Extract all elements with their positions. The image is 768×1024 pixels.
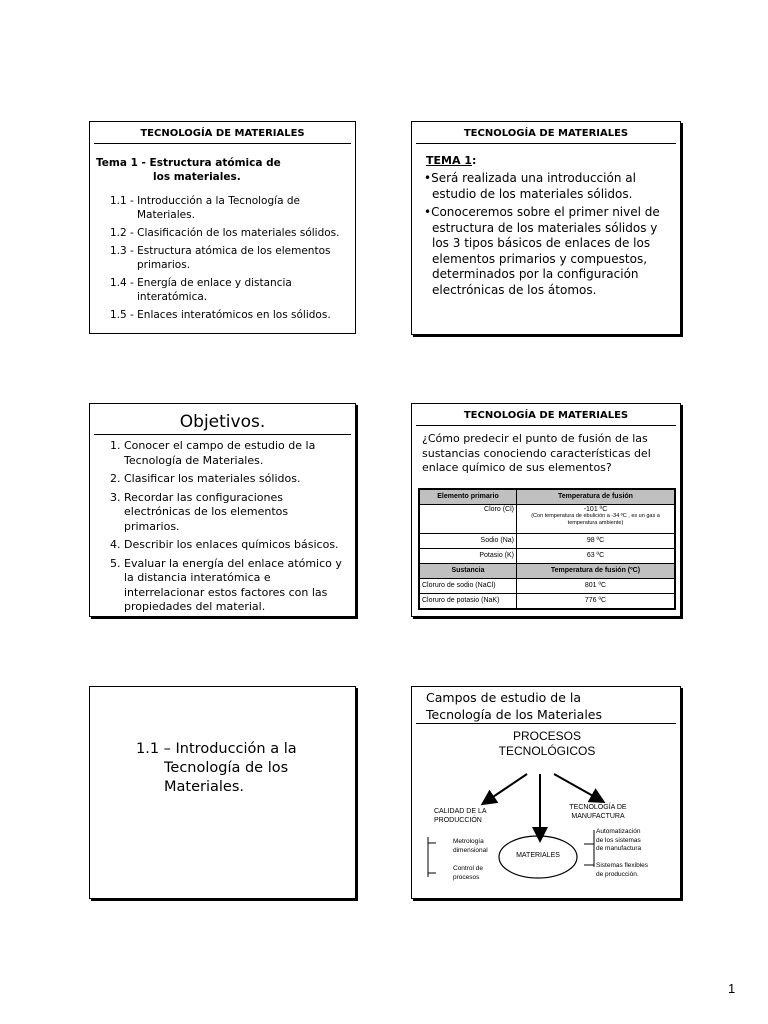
flexibles-label-line1: Sistemas flexibles xyxy=(596,862,649,869)
automatizacion-label-line3: de manufactura xyxy=(596,845,642,852)
list-item-text: 1.4 - Energía de enlace y distancia xyxy=(110,277,292,289)
table-row xyxy=(419,504,675,533)
list-item-continuation: primarios. xyxy=(137,259,191,271)
list-item: 2. Clasificar los materiales sólidos. xyxy=(124,472,347,487)
table-cell: Sodio (Na) xyxy=(419,533,517,548)
table-cell xyxy=(517,504,676,533)
slide-header: TECNOLOGÍA DE MATERIALES xyxy=(94,122,351,144)
tema-title xyxy=(96,156,355,184)
table-header-cell: Sustancia xyxy=(419,563,517,578)
automatizacion-label xyxy=(596,828,641,854)
list-item xyxy=(110,244,349,272)
table-header-cell: Elemento primario xyxy=(419,489,517,505)
slide-heading-line2: Tecnología de los Materiales xyxy=(426,707,602,722)
slide-1 xyxy=(89,121,356,334)
procesos-label-line2: TECNOLÓGICOS xyxy=(498,744,596,758)
table-cell: 63 ºC xyxy=(517,548,676,563)
table-cell: 801 ºC xyxy=(517,578,676,593)
tecnologia-label-line1: TECNOLOGÍA DE xyxy=(569,804,627,811)
table-row xyxy=(419,548,675,563)
table-header-row xyxy=(419,563,675,578)
list-item-text: 1.5 - Enlaces interatómicos en los sólidos. xyxy=(110,309,331,321)
section-title-line1: 1.1 – Introducción a la xyxy=(136,741,297,757)
section-title-line2: Tecnología de los xyxy=(164,760,289,776)
list-item-text: 1.1 - Introducción a la Tecnología de xyxy=(110,195,300,207)
tema-label-text: TEMA 1 xyxy=(426,154,472,167)
table-cell-value: -101 ºC xyxy=(583,505,608,513)
list-item xyxy=(110,276,349,304)
list-item-continuation: Materiales. xyxy=(137,209,195,221)
arrow-to-calidad xyxy=(484,774,527,803)
list-item-continuation: interatómica. xyxy=(137,291,208,303)
automatizacion-label-line2: de los sistemas xyxy=(596,836,641,844)
automatizacion-label-line1: Automatización xyxy=(596,828,641,835)
list-item: •Conoceremos sobre el primer nivel de estructura de los materiales sólidos y los 3 tipos básicos de enlaces de los elementos primarios y compuestos, determinados por la configuración electrónicas de los átomos. xyxy=(424,205,660,297)
materiales-label: MATERIALES xyxy=(516,852,560,859)
table-cell: 776 ºC xyxy=(517,593,676,609)
table-cell: Potasio (K) xyxy=(419,548,517,563)
slide-header: TECNOLOGÍA DE MATERIALES xyxy=(416,122,676,144)
list-item-text: 1.3 - Estructura atómica de los elementos xyxy=(110,245,331,257)
procesos-label-line1: PROCESOS xyxy=(512,729,581,743)
metrologia-label-line1: Metrología xyxy=(453,838,484,845)
calidad-label xyxy=(434,807,487,825)
tema-title-line1: Tema 1 - Estructura atómica de xyxy=(96,157,281,169)
table-cell: Cloruro de potasio (NaK) xyxy=(419,593,517,609)
flexibles-label-line2: de producción. xyxy=(596,870,639,878)
tecnologia-label xyxy=(562,803,634,821)
tecnologia-label-line2: MANUFACTURA xyxy=(571,813,625,820)
table-row xyxy=(419,593,675,609)
list-item: 3. Recordar las configuraciones electrónicas de los elementos primarios. xyxy=(124,491,347,535)
list-item-text: 1.2 - Clasificación de los materiales sólidos. xyxy=(110,227,340,239)
section-title-line3: Materiales. xyxy=(164,779,244,795)
list-item xyxy=(110,226,349,240)
table-cell: Cloruro de sodio (NaCl) xyxy=(419,578,517,593)
question-text: ¿Cómo predecir el punto de fusión de las sustancias conociendo características del enlace químico de sus elementos? xyxy=(422,432,651,474)
list-item: •Será realizada una introducción al estudio de los materiales sólidos. xyxy=(424,171,636,201)
list-item xyxy=(110,194,349,222)
slide-2 xyxy=(411,121,681,335)
slide-title: Objetivos. xyxy=(94,412,351,435)
slide-6 xyxy=(411,686,681,899)
list-item: 1. Conocer el campo de estudio de la Tecnología de Materiales. xyxy=(124,439,347,468)
objectives-list xyxy=(90,439,355,615)
section-title xyxy=(136,740,297,797)
page-number: 1 xyxy=(728,981,736,996)
slide-3 xyxy=(89,403,356,617)
table-header-cell: Temperatura de fusión (ºC) xyxy=(517,563,676,578)
list-item: 4. Describir los enlaces químicos básicos. xyxy=(124,538,347,553)
table-cell: 98 ºC xyxy=(517,533,676,548)
slide-header: TECNOLOGÍA DE MATERIALES xyxy=(416,404,676,426)
bullet-list xyxy=(412,171,680,298)
slide-5 xyxy=(89,686,356,899)
list-item: 5. Evaluar la energía del enlace atómico y la distancia interatómica e interrelacionar estos factores con las propiedades del material. xyxy=(124,557,347,615)
tema-label-colon: : xyxy=(471,154,477,167)
calidad-label-line1: CALIDAD DE LA xyxy=(434,808,487,815)
topic-list xyxy=(90,194,355,322)
control-label-line1: Control de xyxy=(453,865,483,872)
table-header-row xyxy=(419,489,675,505)
metrologia-label-line2: dimensional xyxy=(453,846,488,854)
arrow-to-tecnologia xyxy=(554,774,602,801)
tema-label xyxy=(426,154,680,167)
list-item xyxy=(110,308,349,322)
control-label xyxy=(453,865,483,882)
table-cell-note: (Con temperatura de ebulición a -34 ºC , es un gas a temperatura ambiente) xyxy=(531,512,660,526)
flexibles-label xyxy=(596,862,648,879)
slide-heading-line1: Campos de estudio de la xyxy=(426,690,582,705)
metrologia-label xyxy=(453,838,488,855)
fusion-table xyxy=(418,488,676,610)
table-row xyxy=(419,578,675,593)
table-header-cell: Temperatura de fusión xyxy=(517,489,676,505)
slide-4 xyxy=(411,403,681,617)
table-row xyxy=(419,533,675,548)
procesos-label xyxy=(492,729,602,759)
control-label-line2: procesos xyxy=(453,873,480,881)
table-cell: Cloro (Cl) xyxy=(419,504,517,533)
tema-title-line2: los materiales. xyxy=(153,171,241,183)
calidad-label-line2: PRODUCCIÓN xyxy=(434,817,482,824)
